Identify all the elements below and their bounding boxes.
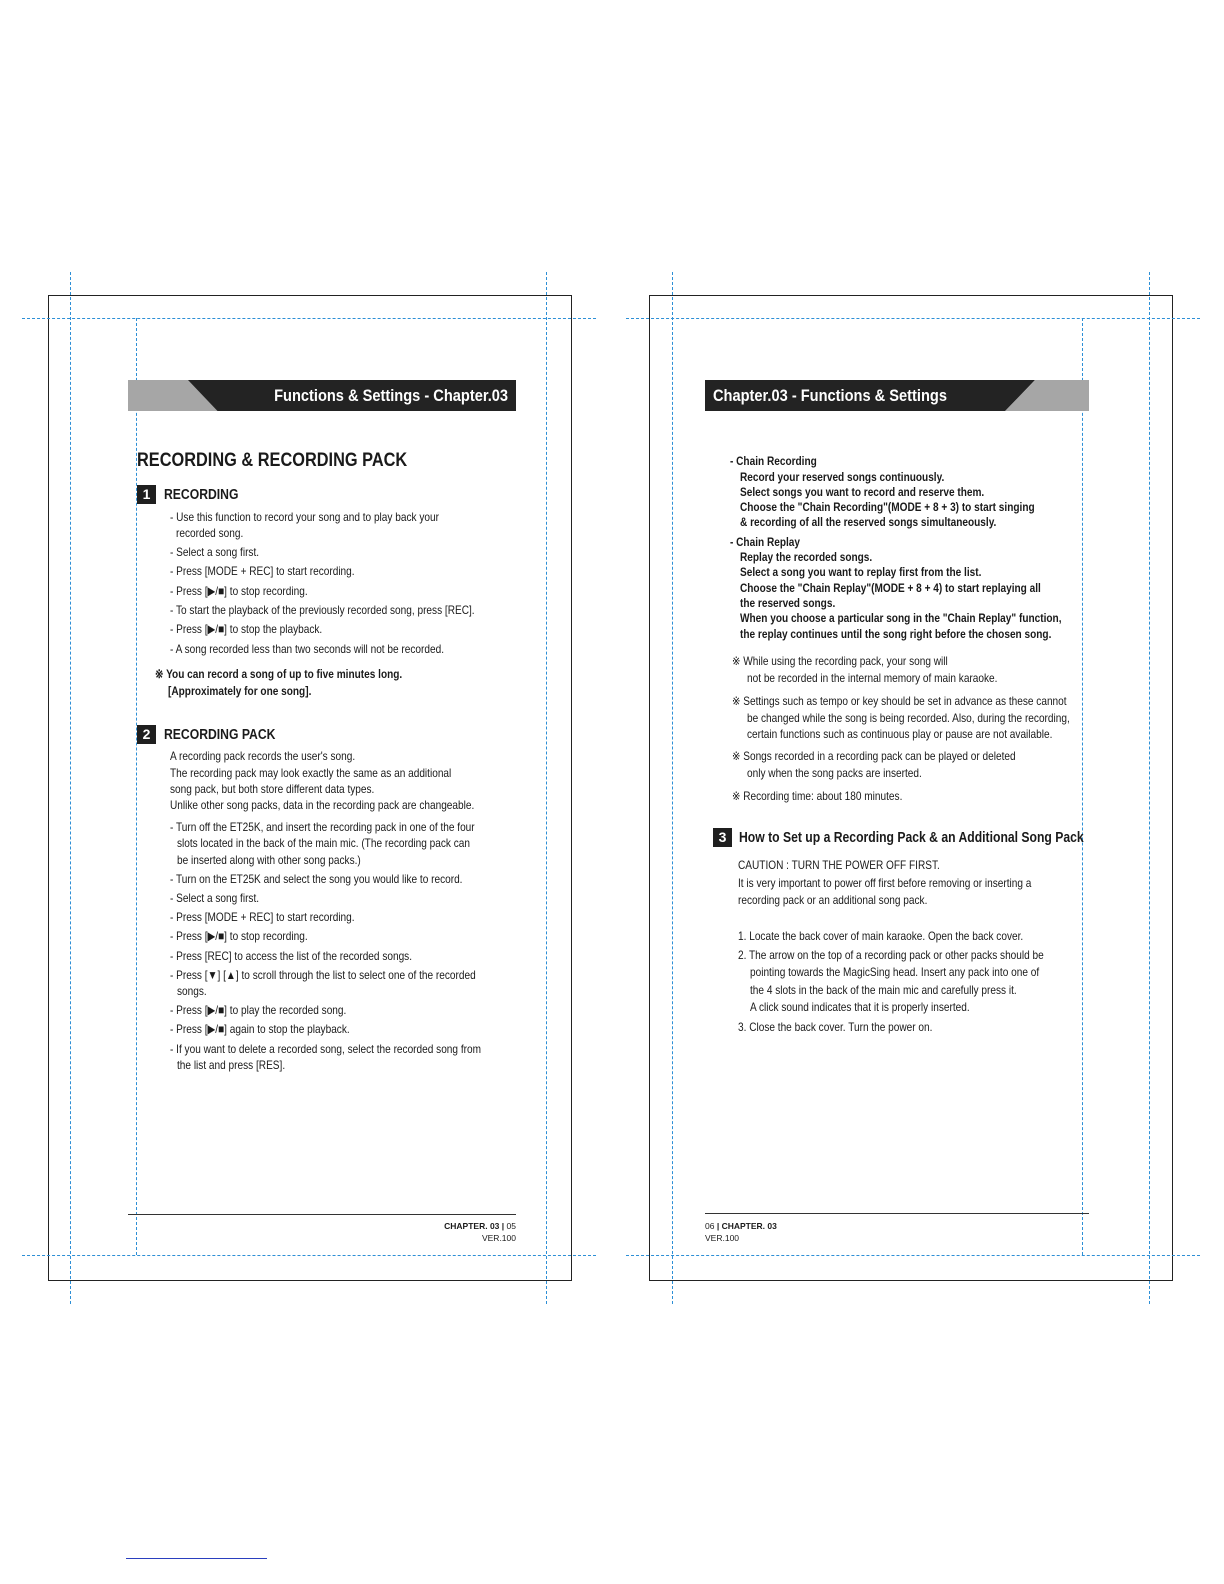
list-item: recorded song. [176, 526, 244, 540]
list-item: - Press [MODE + REC] to start recording. [170, 910, 355, 924]
page-footer [705, 1221, 777, 1232]
list-item: - Turn on the ET25K and select the song you would like to record. [170, 872, 463, 886]
crop-mark [546, 272, 547, 1304]
paragraph-line: Select songs you want to record and reserve them. [740, 485, 985, 499]
page-number: 05 [506, 1221, 516, 1231]
paragraph-line: When you choose a particular song in the "Chain Replay" function, [740, 611, 1062, 625]
note-line: certain functions such as continuous play or pause are not available. [747, 727, 1053, 741]
list-item: songs. [177, 984, 207, 998]
crop-mark [70, 272, 71, 1304]
footer-separator: | [501, 1221, 507, 1231]
item-label: - Chain Recording [730, 454, 817, 468]
footer-rule [705, 1213, 1089, 1214]
footer-rule [128, 1214, 516, 1215]
crop-mark [1149, 272, 1150, 1304]
paragraph-line: Unlike other song packs, data in the recording pack are changeable. [170, 798, 475, 812]
crop-mark [22, 318, 596, 319]
version-label: VER.100 [705, 1233, 740, 1243]
section-heading: How to Set up a Recording Pack & an Additional Song Pack [739, 830, 1084, 846]
list-item: pointing towards the MagicSing head. Insert any pack into one of [750, 965, 1040, 979]
page-number: 06 [705, 1221, 715, 1231]
footer-chapter: CHAPTER. 03 [444, 1221, 500, 1231]
crop-mark [626, 1255, 1200, 1256]
note-line: only when the song packs are inserted. [747, 766, 922, 780]
paragraph-line: Select a song you want to replay first from the list. [740, 565, 982, 579]
list-item: - Use this function to record your song and to play back your [170, 510, 439, 524]
item-label: - Chain Replay [730, 535, 801, 549]
banner-title: Functions & Settings - Chapter.03 [274, 386, 508, 405]
list-item: - Press [▶/■] to stop the playback. [170, 622, 323, 636]
list-item: - Press [▶/■] to play the recorded song. [170, 1003, 347, 1017]
paragraph-line: The recording pack may look exactly the same as an additional [170, 766, 452, 780]
version-label: VER.100 [481, 1233, 516, 1243]
list-item: the 4 slots in the back of the main mic and carefully press it. [750, 983, 1017, 997]
paragraph-line: & recording of all the reserved songs simultaneously. [740, 515, 997, 529]
footer-chapter: CHAPTER. 03 [721, 1221, 777, 1231]
right-page-border [649, 295, 1173, 1281]
chapter-banner [128, 380, 516, 411]
section-heading: RECORDING PACK [164, 727, 276, 743]
list-item: - Press [▶/■] to stop recording. [170, 929, 308, 943]
list-item: - Turn off the ET25K, and insert the recording pack in one of the four [170, 820, 475, 834]
list-item: A click sound indicates that it is properly inserted. [750, 1000, 970, 1014]
list-item: - If you want to delete a recorded song, select the recorded song from [170, 1042, 481, 1056]
chapter-banner [705, 380, 1089, 411]
paragraph-line: the replay continues until the song right before the chosen song. [740, 627, 1052, 641]
section-number: 3 [713, 828, 732, 847]
paragraph-line: Choose the "Chain Recording"(MODE + 8 + 3) to start singing [740, 500, 1035, 514]
page-title: RECORDING & RECORDING PACK [137, 450, 408, 471]
list-item: - Press [REC] to access the list of the recorded songs. [170, 949, 413, 963]
list-item: - Select a song first. [170, 545, 260, 559]
list-item: - Press [▶/■] again to stop the playback. [170, 1022, 350, 1036]
section-number: 1 [137, 485, 156, 504]
divider [126, 1558, 267, 1559]
paragraph-line: Record your reserved songs continuously. [740, 470, 945, 484]
caution-line: recording pack or an additional song pack. [738, 893, 928, 907]
list-item: 1. Locate the back cover of main karaoke. Open the back cover. [738, 929, 1024, 943]
note-line: ※ Songs recorded in a recording pack can be played or deleted [732, 749, 1016, 763]
list-item: 2. The arrow on the top of a recording pack or other packs should be [738, 948, 1044, 962]
crop-mark [626, 318, 1200, 319]
paragraph-line: A recording pack records the user's song. [170, 749, 356, 763]
list-item: the list and press [RES]. [177, 1058, 286, 1072]
section-heading: RECORDING [164, 487, 239, 503]
recording-note: [Approximately for one song]. [168, 684, 312, 698]
list-item: - To start the playback of the previously recorded song, press [REC]. [170, 603, 475, 617]
note-line: ※ Settings such as tempo or key should be set in advance as these cannot [732, 694, 1067, 708]
page-footer [420, 1221, 516, 1232]
list-item: - A song recorded less than two seconds will not be recorded. [170, 642, 444, 656]
list-item: - Press [▶/■] to stop recording. [170, 584, 308, 598]
note-line: ※ While using the recording pack, your song will [732, 654, 948, 668]
section-number: 2 [137, 725, 156, 744]
caution-line: CAUTION : TURN THE POWER OFF FIRST. [738, 858, 940, 872]
note-line: not be recorded in the internal memory of main karaoke. [747, 671, 998, 685]
crop-mark [1082, 318, 1083, 1255]
recording-note: ※ You can record a song of up to five minutes long. [155, 667, 403, 681]
list-item: slots located in the back of the main mic. (The recording pack can [177, 836, 471, 850]
list-item: - Press [MODE + REC] to start recording. [170, 564, 355, 578]
paragraph-line: the reserved songs. [740, 596, 836, 610]
caution-line: It is very important to power off first before removing or inserting a [738, 876, 1032, 890]
paragraph-line: song pack, but both store different data types. [170, 782, 375, 796]
list-item: be inserted along with other song packs.) [177, 853, 361, 867]
list-item: - Select a song first. [170, 891, 260, 905]
note-line: be changed while the song is being recorded. Also, during the recording, [747, 711, 1070, 725]
paragraph-line: Replay the recorded songs. [740, 550, 873, 564]
crop-mark [672, 272, 673, 1304]
note-line: ※ Recording time: about 180 minutes. [732, 789, 903, 803]
banner-title: Chapter.03 - Functions & Settings [713, 386, 947, 405]
list-item: - Press [▼] [▲] to scroll through the list to select one of the recorded [170, 968, 476, 982]
paragraph-line: Choose the "Chain Replay"(MODE + 8 + 4) to start replaying all [740, 581, 1041, 595]
crop-mark [22, 1255, 596, 1256]
footer-separator: | [716, 1221, 722, 1231]
list-item: 3. Close the back cover. Turn the power on. [738, 1020, 933, 1034]
